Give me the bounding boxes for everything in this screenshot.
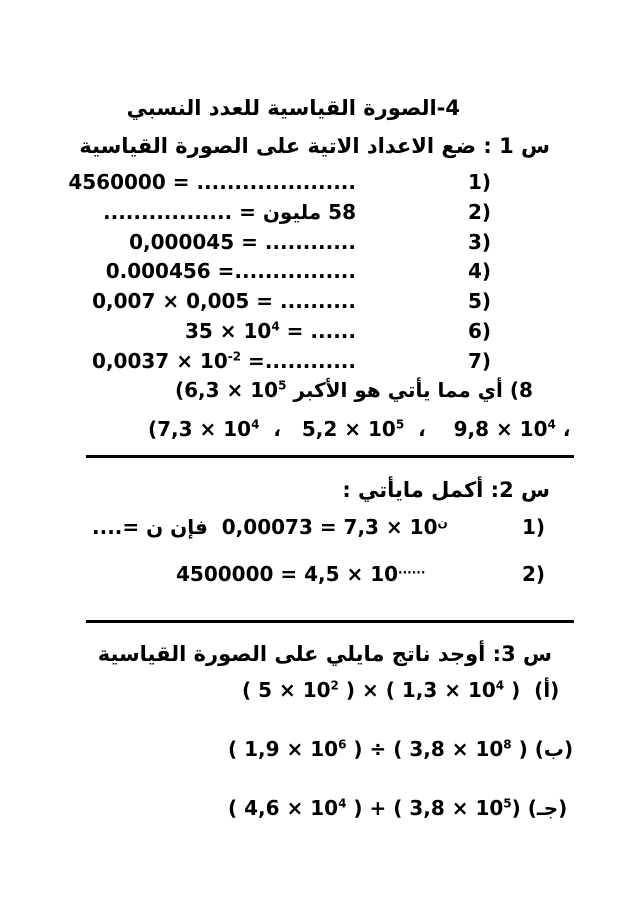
q1-item-8 bbox=[175, 378, 533, 402]
choice-1: $9,8 \times 10^4$ bbox=[453, 417, 556, 441]
q1-item-7-exponent: -2 bbox=[227, 349, 242, 364]
q1-item-8-number: 8) bbox=[509, 378, 533, 402]
q3-item-b: ( $1,9 \times 10^6$ ) ÷ ( $3,8 \times 10^8$ ) (ب) bbox=[228, 737, 574, 761]
section-title: 4-الصورة القياسية للعدد النسبي bbox=[126, 96, 460, 120]
q1-item-1-expression: 4560000 = ..................... bbox=[68, 170, 356, 194]
q2-heading: س 2: أكمل مايأتي : bbox=[342, 478, 550, 502]
q1-item-7-tail: =............ bbox=[241, 349, 356, 373]
q1-item-5-number: 5) bbox=[468, 289, 492, 313]
q1-item-8-text: أي مما يأتي هو الأكبر bbox=[293, 378, 503, 402]
divider-2 bbox=[86, 620, 574, 623]
choice-3: ($7,3 \times 10^4$ bbox=[148, 417, 260, 441]
q1-item-4-expression: 0.000456 =................ bbox=[105, 259, 356, 283]
q3-heading: س 3: أوجد ناتج مايلي على الصورة القياسية bbox=[97, 642, 552, 666]
q2-item-1-expression bbox=[92, 515, 448, 539]
q1-item-3-expression: 0,000045 = ............ bbox=[129, 230, 356, 254]
q1-item-7-number: 7) bbox=[468, 349, 492, 373]
q1-item-7-expression bbox=[92, 349, 356, 373]
q1-heading: س 1 : ضع الاعداد الاتية على الصورة القياسية bbox=[79, 134, 550, 158]
q1-item-6-exponent: 4 bbox=[271, 319, 280, 334]
q2-item-1-number: 1) bbox=[522, 515, 546, 539]
q2-item-2-exponent: ...... bbox=[398, 562, 426, 577]
q1-item-2-number: 2) bbox=[468, 200, 492, 224]
q2-item-1-exponent: ن bbox=[437, 515, 448, 530]
q1-item-6-base: 35 × 10 bbox=[185, 319, 272, 343]
q2-item-1-post: فإن ن =.... bbox=[92, 515, 208, 539]
q1-item-8-value: ($6,3 \times 10^5$ bbox=[175, 378, 287, 402]
q1-item-6-number: 6) bbox=[468, 319, 492, 343]
q1-item-7-base: 0,0037 × 10 bbox=[92, 349, 228, 373]
q3-item-c-label: (جـ) bbox=[527, 796, 568, 820]
q1-item-6-tail: = ...... bbox=[279, 319, 356, 343]
q2-item-2-number: 2) bbox=[522, 562, 546, 586]
q2-item-2-expression bbox=[176, 562, 425, 586]
q2-item-1-pre: 0,00073 = 7,3 × 10 bbox=[221, 515, 438, 539]
q1-item-2-expression: 58 مليون = ................. bbox=[103, 200, 356, 224]
q3-item-c: ( $4,6 \times 10^4$ ) + ( $3,8 \times 10^5$) (جـ) bbox=[228, 796, 568, 820]
q1-item-8-choices: ($7,3 \times 10^4$ ، $5,2 \times 10^5$ ، $9,8 \times 10^4$ ، bbox=[148, 417, 571, 441]
q1-item-4-number: 4) bbox=[468, 259, 492, 283]
q1-item-6-expression bbox=[185, 319, 356, 343]
q3-item-a-label: (أ) bbox=[534, 678, 560, 702]
q1-item-5-expression: 0,007 × 0,005 = .......... bbox=[92, 289, 356, 313]
q1-item-3-number: 3) bbox=[468, 230, 492, 254]
q1-item-1-number: 1) bbox=[468, 170, 492, 194]
q2-item-2-pre: 4500000 = 4,5 × 10 bbox=[176, 562, 399, 586]
choice-2: $5,2 \times 10^5$ bbox=[301, 417, 405, 441]
q3-item-b-label: (ب) bbox=[534, 737, 574, 761]
divider-1 bbox=[86, 455, 574, 458]
q3-item-a: ( $5 \times 10^2$ ) × ( $1,3 \times 10^4$ ) (أ) bbox=[242, 678, 560, 702]
